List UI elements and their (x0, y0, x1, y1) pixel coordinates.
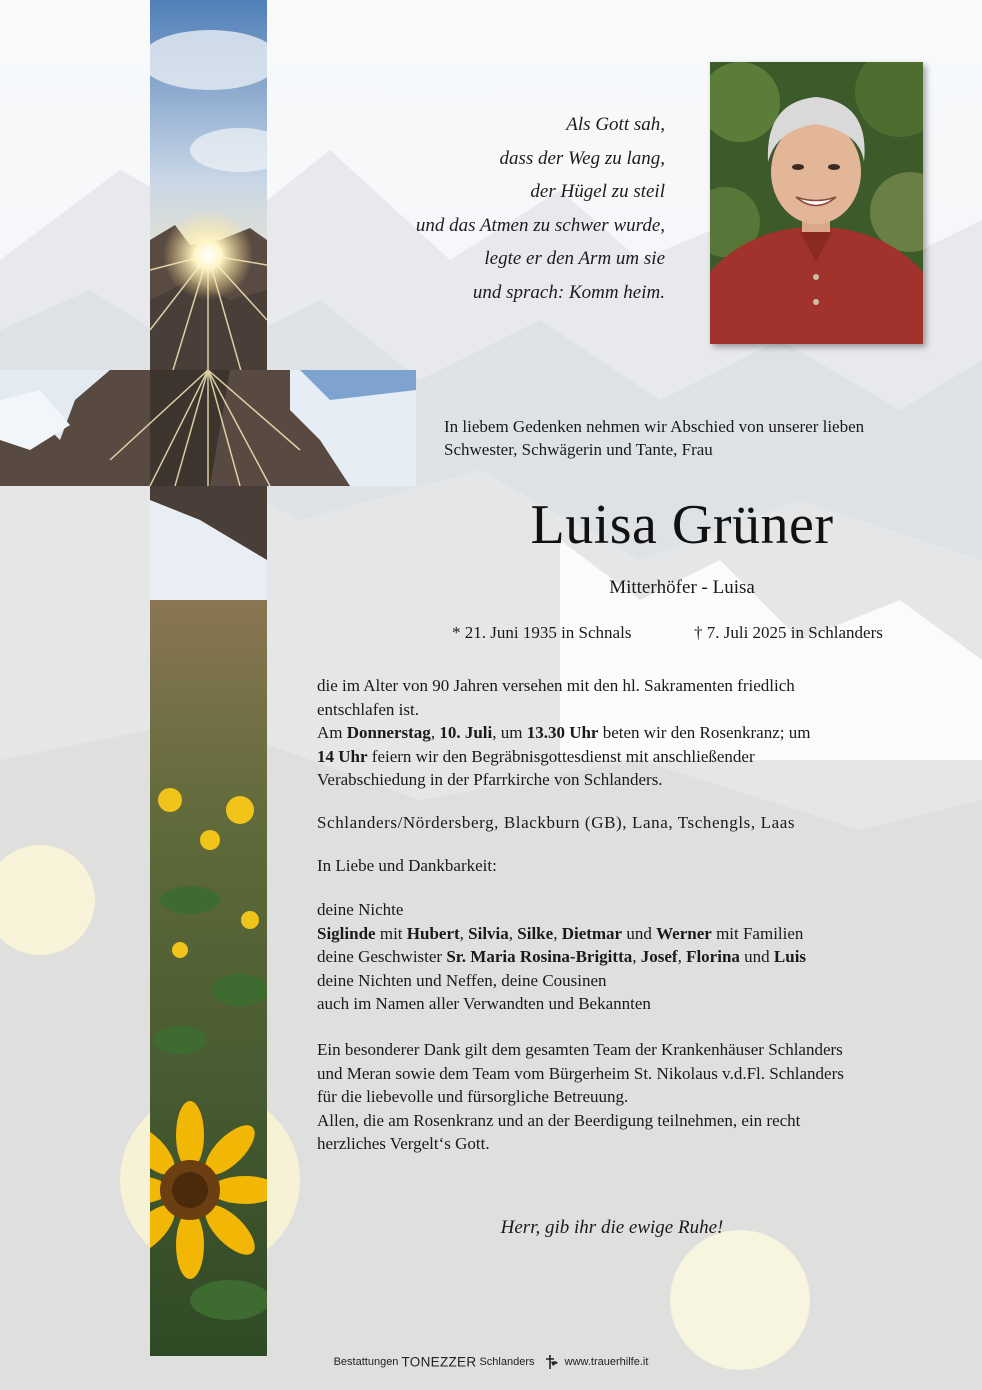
text: , (553, 923, 562, 943)
announcement-line (317, 721, 957, 745)
poem-line: und sprach: Komm heim. (472, 281, 665, 303)
text: beten wir den Rosenkranz; um (598, 723, 811, 742)
birth-date: * 21. Juni 1935 in Schnals (452, 623, 632, 642)
text: feiern wir den Begräbnisgottesdienst mit anschließender (367, 746, 755, 766)
intro-line: In liebem Gedenken nehmen wir Abschied von unserer lieben (444, 417, 865, 436)
text: , (459, 923, 469, 943)
footer-brand: TONEZZER (401, 1354, 477, 1370)
family-name: Josef (640, 947, 678, 966)
announcement-line: entschlafen ist. (317, 699, 419, 719)
family-line: auch im Namen aller Verwandten und Bekannten (317, 994, 651, 1013)
poem-line: Als Gott sah, (566, 114, 665, 135)
rosary-time: 13.30 Uhr (526, 723, 599, 742)
portrait-image (710, 62, 923, 344)
text: , (430, 723, 440, 742)
text: , (677, 947, 687, 966)
gratitude-line: und Meran sowie dem Team vom Bürgerheim St. Nikolaus v.d.Fl. Schlanders (317, 1063, 844, 1083)
portrait-photo (710, 62, 923, 344)
deceased-nickname: Mitterhöfer - Luisa (609, 577, 755, 598)
footer-town: Schlanders (479, 1356, 535, 1368)
cross-vertical-beam (150, 0, 267, 1356)
announcement-line: Verabschiedung in der Pfarrkirche von Schlanders. (317, 770, 663, 789)
footer-prefix: Bestattungen (333, 1356, 399, 1368)
gratitude-line: Ein besonderer Dank gilt dem gesamten Team der Krankenhäuser Schlanders (317, 1040, 843, 1059)
places-line: Schlanders/Nördersberg, Blackburn (GB), Lana, Tschengls, Laas (317, 813, 796, 832)
family-name: Sr. Maria Rosina-Brigitta (446, 947, 633, 966)
family-line: deine Nichte (317, 900, 404, 919)
poem-line: der Hügel zu steil (530, 181, 665, 203)
rosary-date: 10. Juli (439, 723, 493, 742)
poem (300, 108, 665, 310)
announcement-line (317, 745, 957, 769)
gratitude-text (317, 1038, 957, 1156)
text: mit Familien (711, 923, 804, 943)
announcement-line: die im Alter von 90 Jahren versehen mit den hl. Sakramenten friedlich (317, 676, 795, 695)
family-name: Hubert (406, 923, 460, 943)
death-date: † 7. Juli 2025 in Schlanders (694, 623, 883, 642)
cross-mountain-image (0, 370, 416, 486)
text: , (508, 923, 518, 943)
funeral-time: 14 Uhr (317, 746, 368, 766)
thanks-heading: In Liebe und Dankbarkeit: (317, 856, 497, 875)
family-name: Florina (686, 947, 740, 966)
gratitude-line: für die liebevolle und fürsorgliche Betreuung. (317, 1087, 629, 1106)
funeral-announcement (317, 674, 957, 792)
poem-line: legte er den Arm um sie (484, 248, 665, 270)
gratitude-line: herzliches Vergelt‘s Gott. (317, 1134, 490, 1153)
family-name: Siglinde (317, 923, 376, 943)
deceased-name: Luisa Grüner (530, 494, 834, 556)
closing-prayer: Herr, gib ihr die ewige Ruhe! (500, 1217, 724, 1238)
text: deine Geschwister (317, 947, 447, 966)
family-line (317, 945, 957, 969)
family-name: Luis (773, 947, 807, 966)
footer (0, 1354, 982, 1374)
family-line: deine Nichten und Neffen, deine Cousinen (317, 970, 607, 990)
cross-horizontal-beam (0, 370, 416, 486)
text: , (632, 947, 641, 966)
intro-text (444, 416, 964, 461)
poem-line: und das Atmen zu schwer wurde, (415, 214, 665, 236)
footer-url: www.trauerhilfe.it (564, 1356, 649, 1368)
rosary-day: Donnerstag (346, 723, 431, 742)
family-name: Werner (656, 923, 712, 943)
text: , um (492, 723, 527, 742)
family-list (317, 898, 957, 1016)
gratitude-line: Allen, die am Rosenkranz und an der Beerdigung teilnehmen, ein recht (317, 1110, 801, 1130)
text: und (622, 923, 657, 943)
text: mit (375, 923, 407, 943)
cross-dove-icon (541, 1354, 559, 1370)
poem-line: dass der Weg zu lang, (499, 147, 665, 169)
intro-line: Schwester, Schwägerin und Tante, Frau (444, 439, 713, 459)
family-name: Dietmar (561, 923, 623, 943)
family-name: Silke (517, 923, 554, 943)
text: und (739, 947, 774, 966)
cross-landscape-image (150, 0, 267, 1356)
text: Am (317, 723, 347, 742)
family-name: Silvia (468, 923, 509, 943)
family-line (317, 922, 957, 946)
